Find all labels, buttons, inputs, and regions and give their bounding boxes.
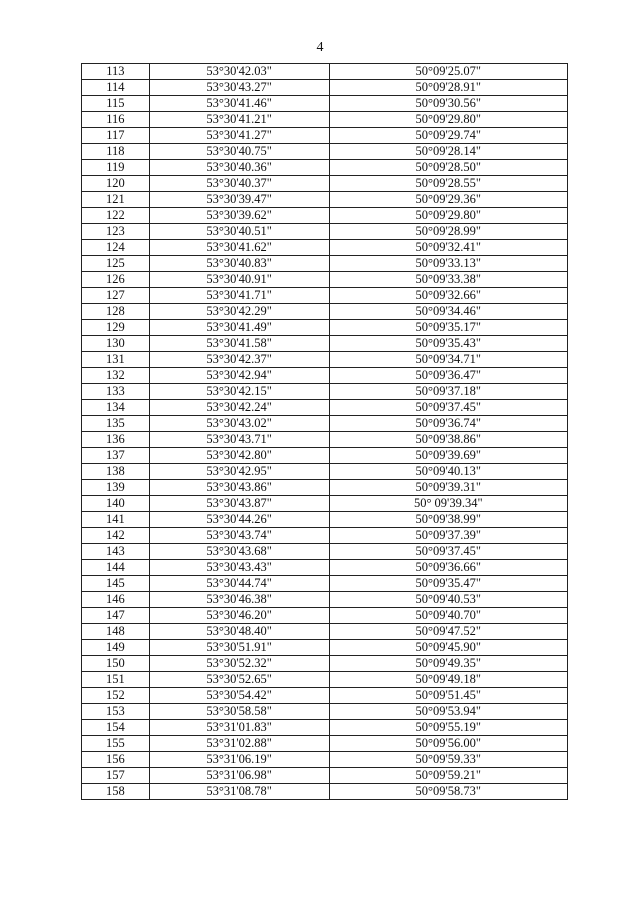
latitude-cell: 53°30'41.49" — [149, 320, 329, 336]
point-number-cell: 138 — [82, 464, 150, 480]
latitude-cell: 53°30'44.74" — [149, 576, 329, 592]
point-number-cell: 131 — [82, 352, 150, 368]
longitude-cell: 50°09'36.47" — [329, 368, 568, 384]
latitude-cell: 53°30'44.26" — [149, 512, 329, 528]
table-row — [82, 624, 568, 640]
point-number-cell: 137 — [82, 448, 150, 464]
longitude-cell: 50°09'28.55" — [329, 176, 568, 192]
table-row — [82, 416, 568, 432]
table-row — [82, 176, 568, 192]
longitude-cell: 50°09'35.47" — [329, 576, 568, 592]
latitude-cell: 53°30'54.42" — [149, 688, 329, 704]
latitude-cell: 53°30'41.71" — [149, 288, 329, 304]
point-number-cell: 152 — [82, 688, 150, 704]
latitude-cell: 53°31'06.98" — [149, 768, 329, 784]
longitude-cell: 50°09'37.45" — [329, 400, 568, 416]
latitude-cell: 53°30'51.91" — [149, 640, 329, 656]
point-number-cell: 129 — [82, 320, 150, 336]
table-row — [82, 480, 568, 496]
longitude-cell: 50°09'38.99" — [329, 512, 568, 528]
latitude-cell: 53°30'41.58" — [149, 336, 329, 352]
table-row — [82, 768, 568, 784]
longitude-cell: 50°09'59.33" — [329, 752, 568, 768]
longitude-cell: 50°09'45.90" — [329, 640, 568, 656]
table-row — [82, 208, 568, 224]
longitude-cell: 50°09'35.17" — [329, 320, 568, 336]
latitude-cell: 53°30'46.38" — [149, 592, 329, 608]
latitude-cell: 53°31'02.88" — [149, 736, 329, 752]
table-row — [82, 144, 568, 160]
longitude-cell: 50°09'29.36" — [329, 192, 568, 208]
point-number-cell: 145 — [82, 576, 150, 592]
point-number-cell: 121 — [82, 192, 150, 208]
latitude-cell: 53°30'40.83" — [149, 256, 329, 272]
point-number-cell: 114 — [82, 80, 150, 96]
table-row — [82, 576, 568, 592]
point-number-cell: 123 — [82, 224, 150, 240]
table-row — [82, 192, 568, 208]
longitude-cell: 50°09'35.43" — [329, 336, 568, 352]
table-row — [82, 320, 568, 336]
latitude-cell: 53°30'43.43" — [149, 560, 329, 576]
point-number-cell: 126 — [82, 272, 150, 288]
point-number-cell: 133 — [82, 384, 150, 400]
longitude-cell: 50°09'56.00" — [329, 736, 568, 752]
latitude-cell: 53°30'40.75" — [149, 144, 329, 160]
point-number-cell: 141 — [82, 512, 150, 528]
latitude-cell: 53°30'42.37" — [149, 352, 329, 368]
longitude-cell: 50°09'30.56" — [329, 96, 568, 112]
table-row — [82, 432, 568, 448]
longitude-cell: 50°09'33.13" — [329, 256, 568, 272]
table-row — [82, 512, 568, 528]
table-row — [82, 528, 568, 544]
longitude-cell: 50°09'36.66" — [329, 560, 568, 576]
latitude-cell: 53°30'43.68" — [149, 544, 329, 560]
table-row — [82, 240, 568, 256]
point-number-cell: 132 — [82, 368, 150, 384]
table-row — [82, 640, 568, 656]
latitude-cell: 53°30'39.47" — [149, 192, 329, 208]
table-row — [82, 224, 568, 240]
latitude-cell: 53°30'43.86" — [149, 480, 329, 496]
longitude-cell: 50°09'58.73" — [329, 784, 568, 800]
point-number-cell: 125 — [82, 256, 150, 272]
longitude-cell: 50°09'53.94" — [329, 704, 568, 720]
longitude-cell: 50°09'40.13" — [329, 464, 568, 480]
point-number-cell: 116 — [82, 112, 150, 128]
longitude-cell: 50°09'40.53" — [329, 592, 568, 608]
table-row — [82, 80, 568, 96]
latitude-cell: 53°30'46.20" — [149, 608, 329, 624]
table-row — [82, 688, 568, 704]
point-number-cell: 135 — [82, 416, 150, 432]
longitude-cell: 50°09'39.69" — [329, 448, 568, 464]
latitude-cell: 53°31'01.83" — [149, 720, 329, 736]
latitude-cell: 53°30'41.46" — [149, 96, 329, 112]
latitude-cell: 53°30'42.94" — [149, 368, 329, 384]
table-row — [82, 544, 568, 560]
longitude-cell: 50°09'34.71" — [329, 352, 568, 368]
latitude-cell: 53°30'43.74" — [149, 528, 329, 544]
longitude-cell: 50°09'29.74" — [329, 128, 568, 144]
latitude-cell: 53°30'52.65" — [149, 672, 329, 688]
latitude-cell: 53°30'40.37" — [149, 176, 329, 192]
longitude-cell: 50°09'32.41" — [329, 240, 568, 256]
table-row — [82, 752, 568, 768]
longitude-cell: 50°09'37.18" — [329, 384, 568, 400]
table-row — [82, 256, 568, 272]
point-number-cell: 130 — [82, 336, 150, 352]
point-number-cell: 149 — [82, 640, 150, 656]
point-number-cell: 122 — [82, 208, 150, 224]
point-number-cell: 128 — [82, 304, 150, 320]
latitude-cell: 53°31'08.78" — [149, 784, 329, 800]
latitude-cell: 53°30'41.27" — [149, 128, 329, 144]
longitude-cell: 50°09'25.07" — [329, 64, 568, 80]
longitude-cell: 50°09'32.66" — [329, 288, 568, 304]
latitude-cell: 53°30'42.29" — [149, 304, 329, 320]
table-row — [82, 272, 568, 288]
longitude-cell: 50°09'40.70" — [329, 608, 568, 624]
table-row — [82, 304, 568, 320]
table-row — [82, 672, 568, 688]
point-number-cell: 124 — [82, 240, 150, 256]
point-number-cell: 127 — [82, 288, 150, 304]
table-row — [82, 496, 568, 512]
point-number-cell: 155 — [82, 736, 150, 752]
latitude-cell: 53°30'42.80" — [149, 448, 329, 464]
latitude-cell: 53°31'06.19" — [149, 752, 329, 768]
table-row — [82, 288, 568, 304]
table-row — [82, 384, 568, 400]
longitude-cell: 50°09'38.86" — [329, 432, 568, 448]
page-number: 4 — [316, 40, 324, 55]
latitude-cell: 53°30'42.15" — [149, 384, 329, 400]
longitude-cell: 50°09'33.38" — [329, 272, 568, 288]
table-row — [82, 592, 568, 608]
longitude-cell: 50°09'34.46" — [329, 304, 568, 320]
latitude-cell: 53°30'58.58" — [149, 704, 329, 720]
latitude-cell: 53°30'42.03" — [149, 64, 329, 80]
latitude-cell: 53°30'41.62" — [149, 240, 329, 256]
point-number-cell: 143 — [82, 544, 150, 560]
table-row — [82, 400, 568, 416]
point-number-cell: 136 — [82, 432, 150, 448]
point-number-cell: 154 — [82, 720, 150, 736]
longitude-cell: 50°09'28.14" — [329, 144, 568, 160]
table-row — [82, 64, 568, 80]
latitude-cell: 53°30'39.62" — [149, 208, 329, 224]
point-number-cell: 115 — [82, 96, 150, 112]
point-number-cell: 140 — [82, 496, 150, 512]
latitude-cell: 53°30'40.51" — [149, 224, 329, 240]
longitude-cell: 50°09'37.45" — [329, 544, 568, 560]
table-row — [82, 656, 568, 672]
latitude-cell: 53°30'48.40" — [149, 624, 329, 640]
table-row — [82, 112, 568, 128]
longitude-cell: 50°09'28.91" — [329, 80, 568, 96]
latitude-cell: 53°30'41.21" — [149, 112, 329, 128]
point-number-cell: 153 — [82, 704, 150, 720]
longitude-cell: 50°09'29.80" — [329, 208, 568, 224]
point-number-cell: 146 — [82, 592, 150, 608]
table-row — [82, 336, 568, 352]
longitude-cell: 50°09'47.52" — [329, 624, 568, 640]
longitude-cell: 50°09'29.80" — [329, 112, 568, 128]
table-row — [82, 368, 568, 384]
longitude-cell: 50°09'36.74" — [329, 416, 568, 432]
latitude-cell: 53°30'42.95" — [149, 464, 329, 480]
longitude-cell: 50°09'28.99" — [329, 224, 568, 240]
table-row — [82, 448, 568, 464]
longitude-cell: 50°09'51.45" — [329, 688, 568, 704]
longitude-cell: 50°09'49.35" — [329, 656, 568, 672]
point-number-cell: 119 — [82, 160, 150, 176]
point-number-cell: 150 — [82, 656, 150, 672]
table-row — [82, 736, 568, 752]
latitude-cell: 53°30'40.36" — [149, 160, 329, 176]
point-number-cell: 144 — [82, 560, 150, 576]
latitude-cell: 53°30'43.27" — [149, 80, 329, 96]
point-number-cell: 117 — [82, 128, 150, 144]
point-number-cell: 142 — [82, 528, 150, 544]
table-row — [82, 720, 568, 736]
point-number-cell: 113 — [82, 64, 150, 80]
point-number-cell: 147 — [82, 608, 150, 624]
table-row — [82, 128, 568, 144]
point-number-cell: 139 — [82, 480, 150, 496]
latitude-cell: 53°30'43.02" — [149, 416, 329, 432]
longitude-cell: 50° 09'39.34" — [329, 496, 568, 512]
point-number-cell: 120 — [82, 176, 150, 192]
latitude-cell: 53°30'40.91" — [149, 272, 329, 288]
longitude-cell: 50°09'28.50" — [329, 160, 568, 176]
latitude-cell: 53°30'52.32" — [149, 656, 329, 672]
latitude-cell: 53°30'43.71" — [149, 432, 329, 448]
table-row — [82, 464, 568, 480]
point-number-cell: 151 — [82, 672, 150, 688]
point-number-cell: 148 — [82, 624, 150, 640]
point-number-cell: 157 — [82, 768, 150, 784]
table-row — [82, 560, 568, 576]
point-number-cell: 118 — [82, 144, 150, 160]
latitude-cell: 53°30'42.24" — [149, 400, 329, 416]
table-row — [82, 96, 568, 112]
longitude-cell: 50°09'59.21" — [329, 768, 568, 784]
point-number-cell: 158 — [82, 784, 150, 800]
table-row — [82, 608, 568, 624]
longitude-cell: 50°09'37.39" — [329, 528, 568, 544]
coordinates-table-body — [82, 64, 568, 800]
point-number-cell: 134 — [82, 400, 150, 416]
point-number-cell: 156 — [82, 752, 150, 768]
table-row — [82, 784, 568, 800]
table-row — [82, 352, 568, 368]
latitude-cell: 53°30'43.87" — [149, 496, 329, 512]
coordinates-table — [81, 63, 568, 800]
table-row — [82, 704, 568, 720]
longitude-cell: 50°09'39.31" — [329, 480, 568, 496]
longitude-cell: 50°09'49.18" — [329, 672, 568, 688]
table-row — [82, 160, 568, 176]
longitude-cell: 50°09'55.19" — [329, 720, 568, 736]
